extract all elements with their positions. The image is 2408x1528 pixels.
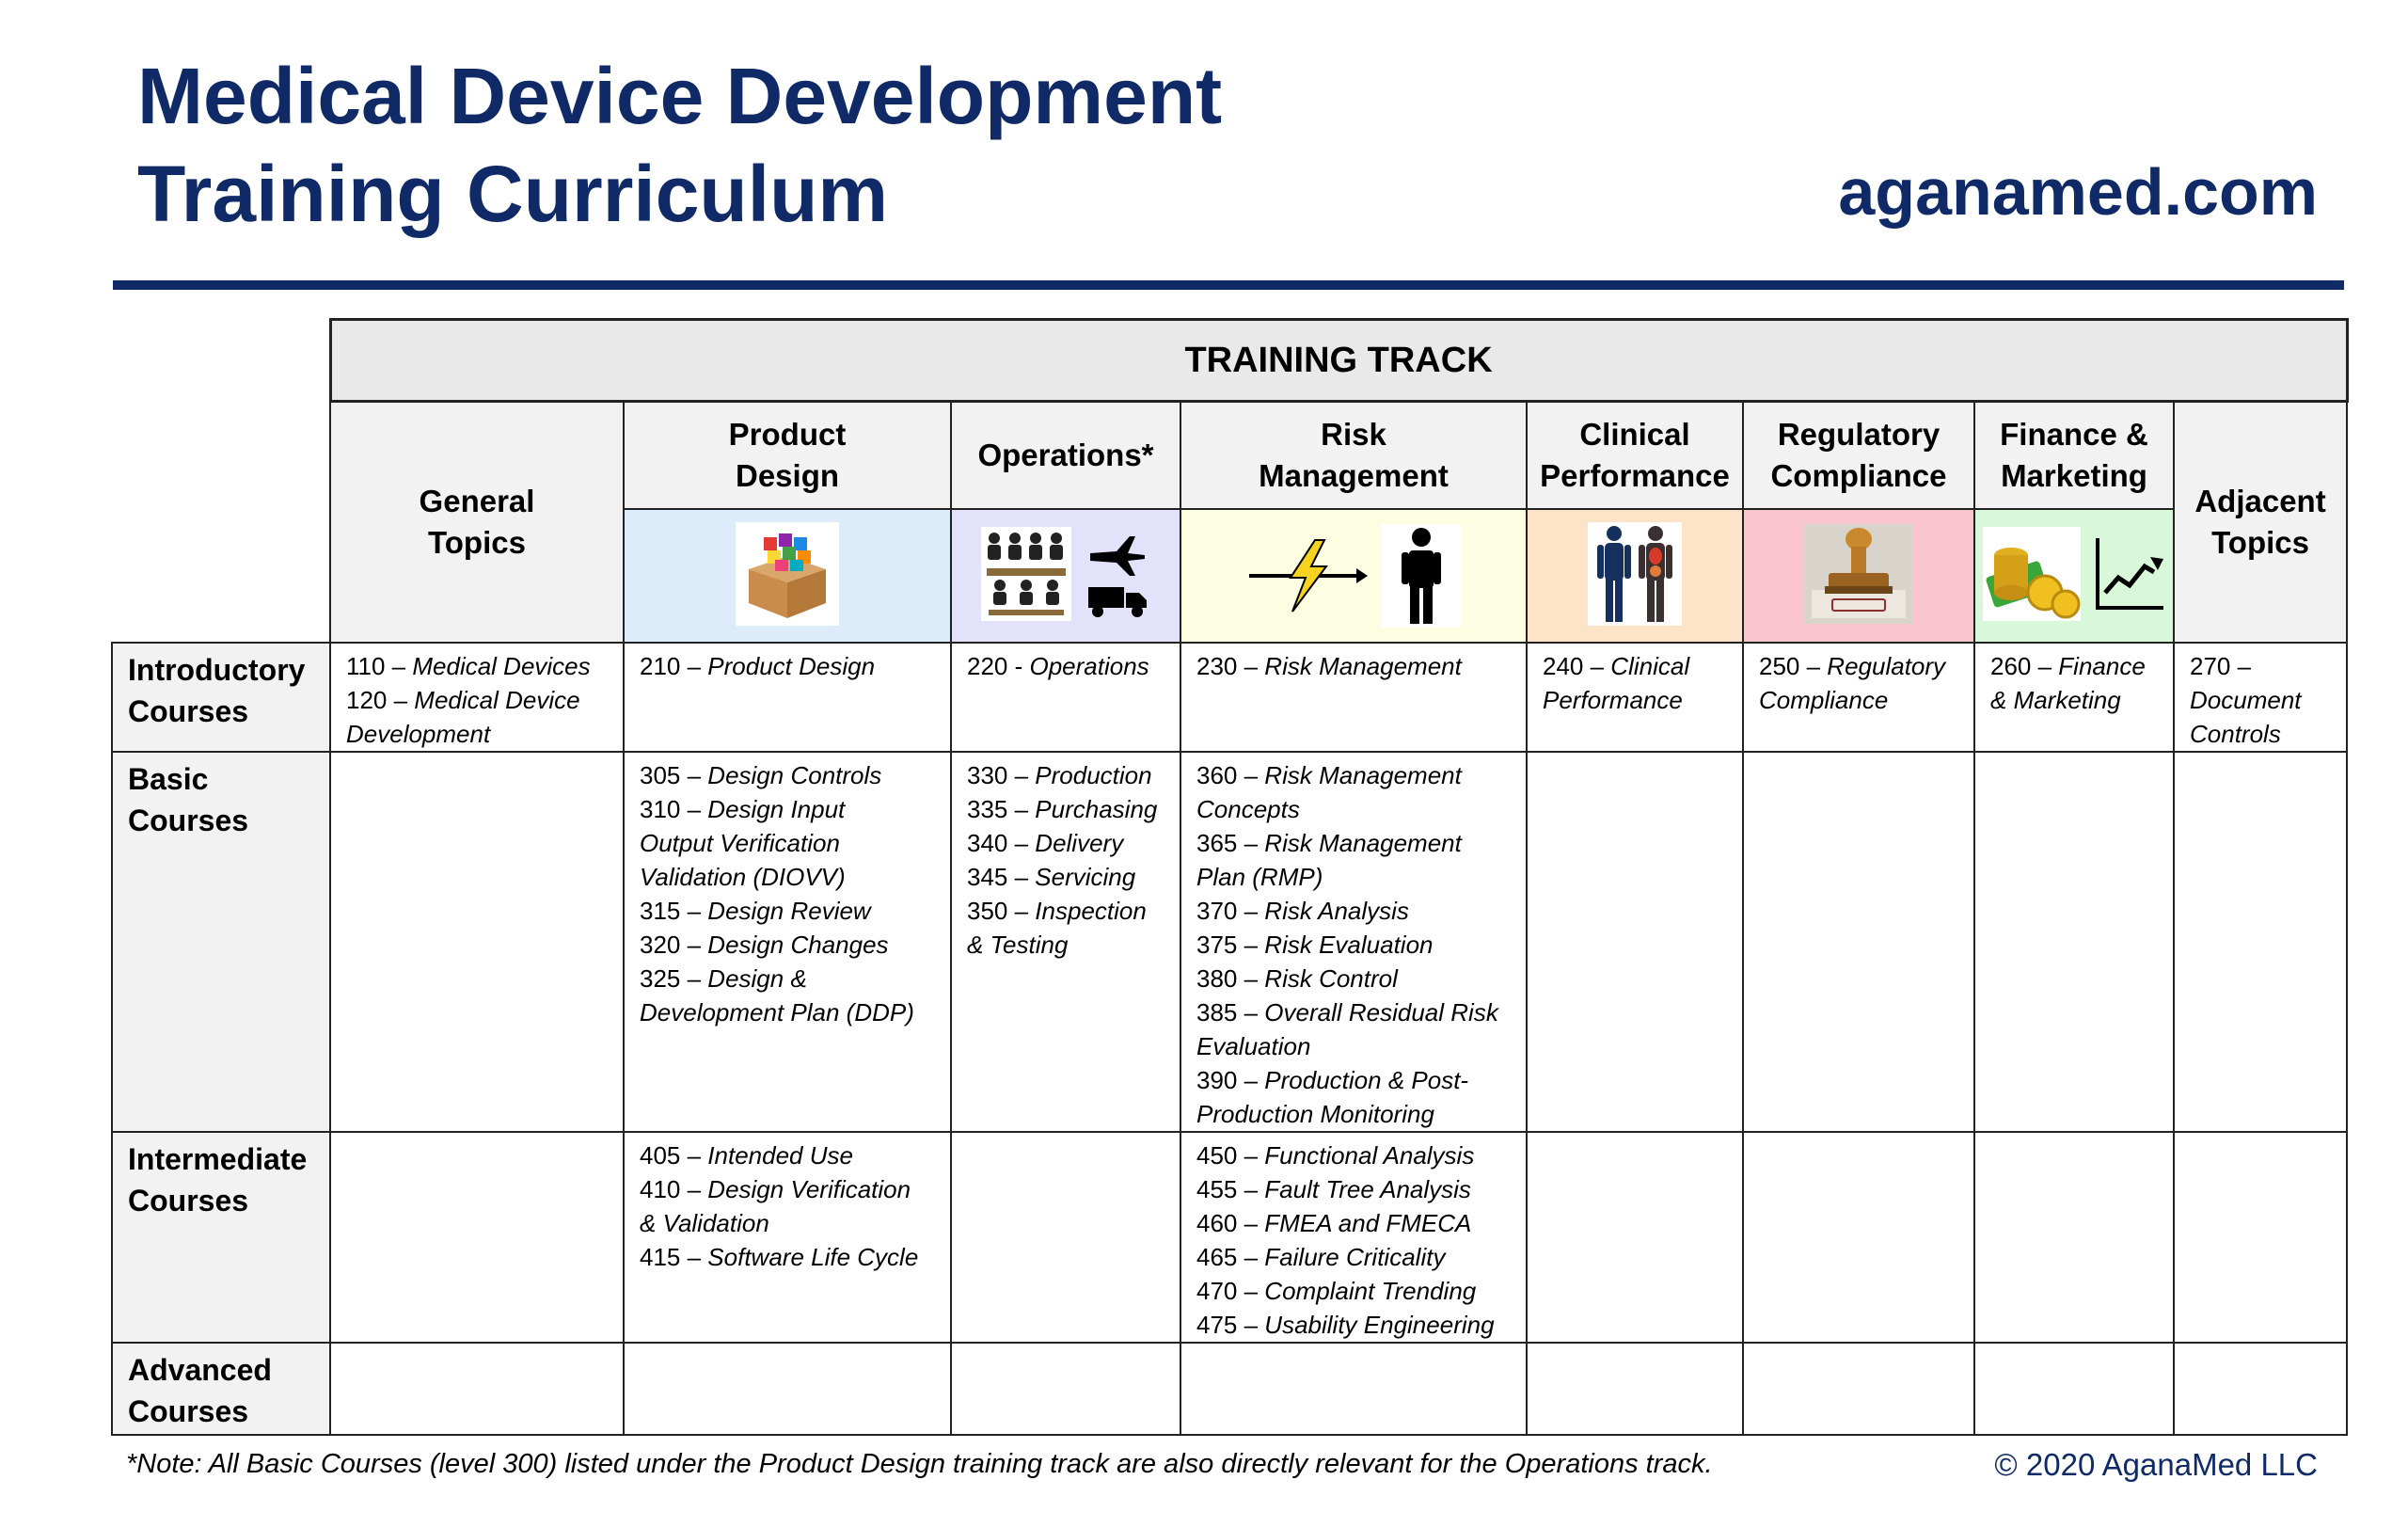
cell-intro-adjacent bbox=[2174, 643, 2347, 752]
course-line: & Testing bbox=[967, 931, 1069, 959]
course-line: Compliance bbox=[1759, 686, 1889, 714]
cell-intermediate-operations bbox=[951, 1132, 1180, 1343]
cell-advanced-operations bbox=[951, 1343, 1180, 1435]
cell-intermediate-risk-management bbox=[1180, 1132, 1527, 1343]
cell-basic-adjacent bbox=[2174, 752, 2347, 1132]
cell-intro-general bbox=[330, 643, 624, 752]
course-line: 210 – Product Design bbox=[640, 652, 876, 680]
row-intermediate bbox=[112, 1132, 2347, 1343]
cell-basic-regulatory bbox=[1743, 752, 1974, 1132]
column-header-operations: Operations* bbox=[951, 402, 1180, 510]
column-header-regulatory-compliance: Regulatory Compliance bbox=[1743, 402, 1974, 510]
course-line: Document bbox=[2190, 686, 2302, 714]
cell-intro-product-design bbox=[624, 643, 951, 752]
cell-intro-finance bbox=[1974, 643, 2174, 752]
course-line: 475 – Usability Engineering bbox=[1196, 1311, 1495, 1339]
cell-basic-operations bbox=[951, 752, 1180, 1132]
course-line: 410 – Design Verification bbox=[640, 1175, 911, 1203]
course-line: 250 – Regulatory bbox=[1759, 652, 1946, 680]
cell-basic-clinical bbox=[1527, 752, 1743, 1132]
course-line: 260 – Finance bbox=[1990, 652, 2146, 680]
course-line: 310 – Design Input bbox=[640, 795, 846, 823]
product-design-image bbox=[624, 509, 951, 643]
row-label-advanced: Advanced Courses bbox=[112, 1343, 330, 1435]
cell-intro-clinical bbox=[1527, 643, 1743, 752]
header-divider bbox=[113, 280, 2344, 290]
cell-advanced-adjacent bbox=[2174, 1343, 2347, 1435]
row-label-introductory: Introductory Courses bbox=[112, 643, 330, 752]
course-line: 325 – Design & bbox=[640, 964, 807, 993]
row-introductory bbox=[112, 643, 2347, 752]
course-line: Controls bbox=[2190, 720, 2281, 748]
course-line: 370 – Risk Analysis bbox=[1196, 897, 1409, 925]
cell-advanced-product-design bbox=[624, 1343, 951, 1435]
cube-icon bbox=[736, 522, 839, 626]
course-line: 270 – bbox=[2190, 652, 2252, 680]
course-line: Production Monitoring bbox=[1196, 1100, 1434, 1128]
course-line: Development Plan (DDP) bbox=[640, 998, 914, 1027]
row-advanced bbox=[112, 1343, 2347, 1435]
site-url: aganamed.com bbox=[1838, 155, 2318, 229]
course-line: Concepts bbox=[1196, 795, 1300, 823]
course-line: 345 – Servicing bbox=[967, 863, 1136, 891]
plane-truck-icon bbox=[1085, 527, 1150, 621]
course-line: Validation (DIOVV) bbox=[640, 863, 846, 891]
risk-management-image bbox=[1180, 509, 1527, 643]
clinical-performance-image bbox=[1527, 509, 1743, 643]
course-line: 220 - Operations bbox=[967, 652, 1149, 680]
cell-basic-general bbox=[330, 752, 624, 1132]
cell-basic-risk-management bbox=[1180, 752, 1527, 1132]
row-label-intermediate: Intermediate Courses bbox=[112, 1132, 330, 1343]
course-line: 415 – Software Life Cycle bbox=[640, 1243, 919, 1271]
finance-marketing-image bbox=[1974, 509, 2174, 643]
column-header-adjacent: Adjacent Topics bbox=[2174, 402, 2347, 644]
course-line: 385 – Overall Residual Risk bbox=[1196, 998, 1498, 1027]
trend-chart-icon bbox=[2094, 536, 2165, 612]
cell-intro-risk-management bbox=[1180, 643, 1527, 752]
operations-image bbox=[951, 509, 1180, 643]
cell-advanced-regulatory bbox=[1743, 1343, 1974, 1435]
course-line: 470 – Complaint Trending bbox=[1196, 1277, 1477, 1305]
copyright: © 2020 AganaMed LLC bbox=[1994, 1447, 2318, 1482]
course-line: 380 – Risk Control bbox=[1196, 964, 1398, 993]
anatomy-icon bbox=[1588, 522, 1682, 626]
page-title bbox=[137, 47, 1222, 243]
course-line: 360 – Risk Management bbox=[1196, 761, 1462, 789]
corner-blank bbox=[112, 320, 330, 402]
cell-advanced-risk-management bbox=[1180, 1343, 1527, 1435]
title-line-1: Medical Device Development bbox=[137, 52, 1223, 140]
course-line: 320 – Design Changes bbox=[640, 931, 889, 959]
course-line: Evaluation bbox=[1196, 1032, 1311, 1060]
course-line: 305 – Design Controls bbox=[640, 761, 882, 789]
column-header-finance-marketing: Finance & Marketing bbox=[1974, 402, 2174, 510]
course-line: Performance bbox=[1543, 686, 1683, 714]
cell-intermediate-regulatory bbox=[1743, 1132, 1974, 1343]
column-header-clinical-performance: Clinical Performance bbox=[1527, 402, 1743, 510]
row-basic bbox=[112, 752, 2347, 1132]
column-header-general: General Topics bbox=[330, 402, 624, 644]
course-line: 405 – Intended Use bbox=[640, 1141, 853, 1170]
course-line: 350 – Inspection bbox=[967, 897, 1147, 925]
course-line: 365 – Risk Management bbox=[1196, 829, 1462, 857]
title-line-2: Training Curriculum bbox=[137, 150, 889, 238]
course-line: Development bbox=[346, 720, 491, 748]
course-line: & Validation bbox=[640, 1209, 769, 1237]
course-line: Output Verification bbox=[640, 829, 840, 857]
course-line: 390 – Production & Post- bbox=[1196, 1066, 1469, 1094]
cell-intro-regulatory bbox=[1743, 643, 1974, 752]
cell-intermediate-product-design bbox=[624, 1132, 951, 1343]
course-line: 335 – Purchasing bbox=[967, 795, 1158, 823]
cell-intermediate-adjacent bbox=[2174, 1132, 2347, 1343]
cell-basic-product-design bbox=[624, 752, 951, 1132]
regulatory-compliance-image bbox=[1743, 509, 1974, 643]
cell-advanced-finance bbox=[1974, 1343, 2174, 1435]
course-line: 375 – Risk Evaluation bbox=[1196, 931, 1434, 959]
course-line: 460 – FMEA and FMECA bbox=[1196, 1209, 1472, 1237]
cell-intermediate-finance bbox=[1974, 1132, 2174, 1343]
training-track-header: TRAINING TRACK bbox=[330, 320, 2347, 402]
course-line: 230 – Risk Management bbox=[1196, 652, 1462, 680]
cell-basic-finance bbox=[1974, 752, 2174, 1132]
stamp-icon bbox=[1804, 524, 1913, 624]
column-header-risk-management: Risk Management bbox=[1180, 402, 1527, 510]
person-icon bbox=[1381, 524, 1462, 628]
cell-intro-operations bbox=[951, 643, 1180, 752]
row-label-basic: Basic Courses bbox=[112, 752, 330, 1132]
course-line: 340 – Delivery bbox=[967, 829, 1124, 857]
course-line: 465 – Failure Criticality bbox=[1196, 1243, 1446, 1271]
column-header-product-design: Product Design bbox=[624, 402, 951, 510]
course-line: 450 – Functional Analysis bbox=[1196, 1141, 1475, 1170]
cell-advanced-clinical bbox=[1527, 1343, 1743, 1435]
cell-intermediate-general bbox=[330, 1132, 624, 1343]
course-line: 315 – Design Review bbox=[640, 897, 871, 925]
course-line: & Marketing bbox=[1990, 686, 2121, 714]
lightning-arrow-icon bbox=[1245, 538, 1368, 613]
course-line: 330 – Production bbox=[967, 761, 1152, 789]
money-coins-icon bbox=[1983, 527, 2081, 621]
cell-advanced-general bbox=[330, 1343, 624, 1435]
course-line: Plan (RMP) bbox=[1196, 863, 1323, 891]
course-line: 110 – Medical Devices bbox=[346, 652, 591, 680]
curriculum-table bbox=[111, 318, 2349, 1436]
footnote: *Note: All Basic Courses (level 300) listed under the Product Design training track are also directly relevant for the Operations track. bbox=[126, 1449, 1713, 1479]
cell-intermediate-clinical bbox=[1527, 1132, 1743, 1343]
people-meeting-icon bbox=[981, 527, 1071, 621]
course-line: 120 – Medical Device bbox=[346, 686, 580, 714]
course-line: 455 – Fault Tree Analysis bbox=[1196, 1175, 1471, 1203]
course-line: 240 – Clinical bbox=[1543, 652, 1690, 680]
